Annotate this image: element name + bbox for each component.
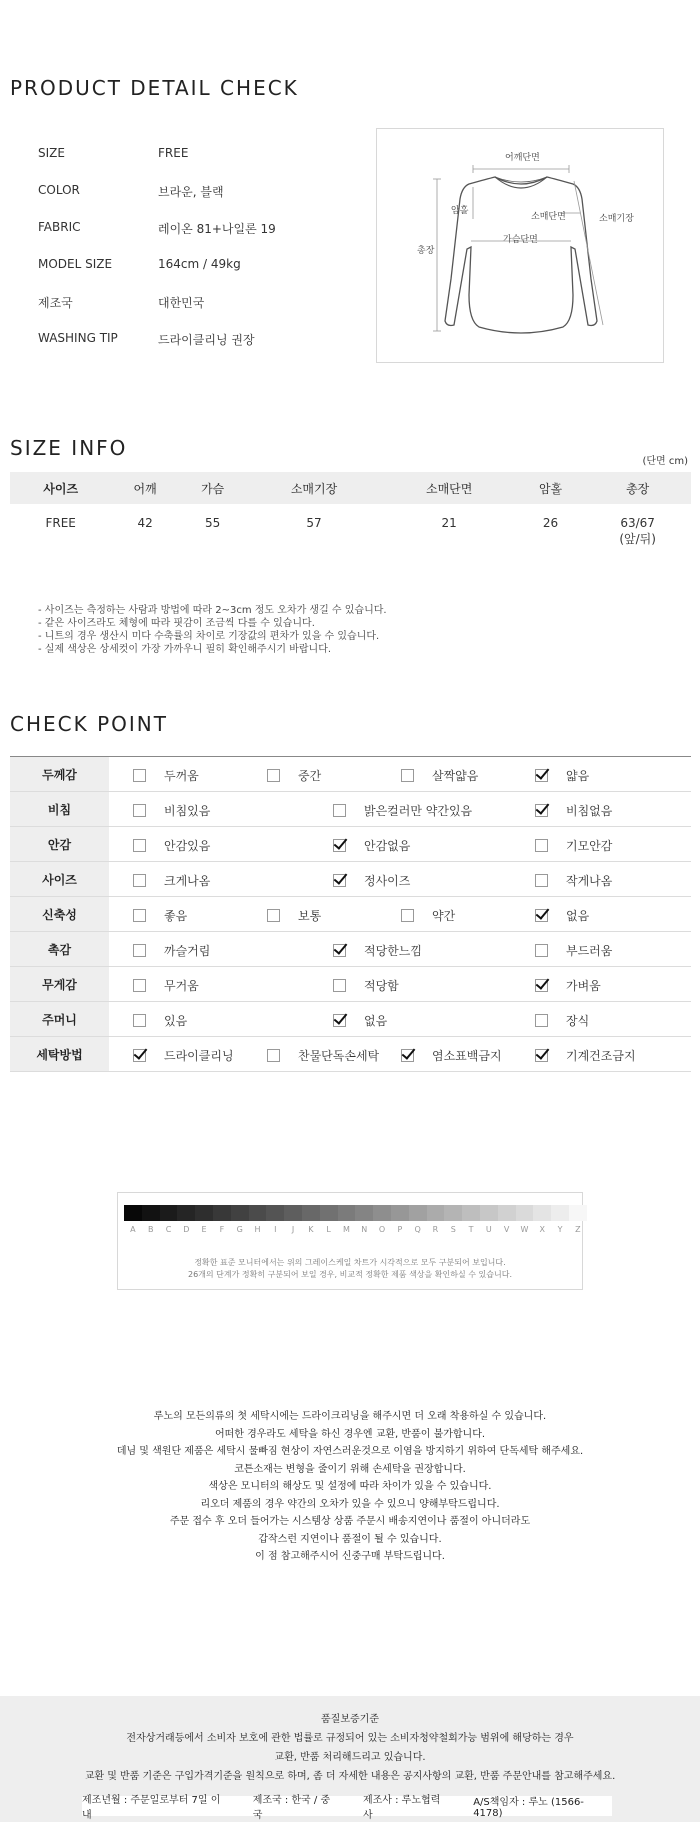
detail-row [38, 294, 204, 310]
detail-row [38, 183, 224, 199]
check-option-label: 염소표백금지 [432, 1049, 502, 1063]
check-option-label: 적당함 [364, 979, 399, 993]
check-option[interactable] [535, 837, 612, 854]
size-header-cell: 암홀 [517, 472, 585, 504]
footer-line: 전자상거래등에서 소비자 보호에 관한 법률로 규정되어 있는 소비자청약철회가능 범위에 해당하는 경우 [126, 1733, 574, 1744]
grayscale-swatch [266, 1205, 284, 1221]
size-diagram [376, 128, 664, 363]
grayscale-swatch [160, 1205, 178, 1221]
grayscale-letter: N [361, 1225, 368, 1234]
detail-key: MODEL SIZE [38, 257, 113, 271]
check-option-label: 작게나옴 [566, 874, 613, 888]
check-option[interactable] [333, 802, 472, 819]
check-option-label: 기계건조금지 [566, 1049, 636, 1063]
check-option[interactable] [267, 907, 321, 924]
grayscale-letter: S [450, 1225, 456, 1234]
grayscale-swatch [177, 1205, 195, 1221]
check-option-label: 부드러움 [566, 944, 613, 958]
check-options [109, 792, 691, 827]
grayscale-letter: I [274, 1225, 277, 1234]
size-header-cell: 사이즈 [10, 472, 111, 504]
check-row-label: 무게감 [10, 967, 109, 1002]
check-option[interactable] [401, 907, 455, 924]
check-option-label: 무거움 [164, 979, 199, 993]
footer-bar-item: 제조년월 : 주문일로부터 7일 이내 [82, 1795, 221, 1821]
grayscale-swatch [569, 1205, 587, 1221]
check-option-label: 없음 [364, 1014, 388, 1028]
detail-value: 164cm / 49kg [158, 257, 241, 271]
check-option-label: 없음 [566, 909, 590, 923]
check-point-title: CHECK POINT [10, 712, 168, 736]
size-cell-value: 55 [205, 516, 221, 530]
check-row [10, 1037, 691, 1072]
detail-row [38, 220, 276, 236]
check-options [109, 897, 691, 932]
diagram-label-chest: 가슴단면 [503, 235, 538, 245]
grayscale-letter: H [254, 1225, 261, 1234]
check-option-label: 비침없음 [566, 804, 613, 818]
check-row [10, 967, 691, 1002]
grayscale-letter: D [183, 1225, 190, 1234]
size-cell-value: 21 [441, 516, 457, 530]
size-cell-value: FREE [45, 516, 76, 530]
check-option[interactable] [535, 767, 589, 784]
check-row [10, 1002, 691, 1037]
checkbox-unchecked[interactable] [535, 944, 548, 957]
check-option-label: 안감있음 [164, 839, 211, 853]
care-line: 코튼소재는 변형을 줄이기 위해 손세탁을 권장합니다. [234, 1463, 466, 1475]
grayscale-letter: R [432, 1225, 439, 1234]
size-cell-value: 42 [137, 516, 153, 530]
size-table-body [10, 504, 691, 550]
grayscale-swatch [480, 1205, 498, 1221]
note-line: - 같은 사이즈라도 체형에 따라 핏감이 조금씩 다를 수 있습니다. [38, 618, 315, 629]
grayscale-letter: A [130, 1225, 136, 1234]
size-header-cell: 총장 [584, 472, 691, 504]
check-option[interactable] [133, 977, 199, 994]
check-option-label: 장식 [566, 1014, 590, 1028]
footer-bar-item: 제조국 : 한국 / 중국 [252, 1795, 331, 1821]
checkbox-checked[interactable] [535, 1049, 548, 1062]
size-cell [10, 504, 111, 550]
grayscale-swatch [498, 1205, 516, 1221]
check-row [10, 757, 691, 792]
check-options [109, 967, 691, 1002]
check-row [10, 827, 691, 862]
grayscale-letter: T [468, 1225, 474, 1234]
checkbox-unchecked[interactable] [333, 804, 346, 817]
grayscale-swatch [302, 1205, 320, 1221]
grayscale-swatch [373, 1205, 391, 1221]
detail-value: 대한민국 [158, 296, 205, 310]
detail-key: FABRIC [38, 220, 81, 234]
grayscale-letter: G [236, 1225, 243, 1234]
product-detail-title: PRODUCT DETAIL CHECK [10, 76, 299, 100]
grayscale-swatch [516, 1205, 534, 1221]
checkbox-unchecked[interactable] [333, 979, 346, 992]
checkbox-unchecked[interactable] [535, 839, 548, 852]
check-option[interactable] [133, 837, 210, 854]
grayscale-letter: J [291, 1225, 295, 1234]
check-row [10, 897, 691, 932]
checkbox-unchecked[interactable] [401, 769, 414, 782]
check-option-label: 약간 [432, 909, 456, 923]
check-option[interactable] [133, 767, 199, 784]
checkbox-checked[interactable] [333, 944, 346, 957]
care-line: 데님 및 색원단 제품은 세탁시 물빠짐 현상이 자연스러운것으로 이염을 방지하기 위하여 단독세탁 해주세요. [116, 1446, 584, 1457]
checkbox-unchecked[interactable] [535, 1014, 548, 1027]
check-option[interactable] [535, 942, 612, 959]
check-option[interactable] [267, 1047, 379, 1064]
size-unit-note: (단면 cm) [642, 456, 688, 467]
check-option[interactable] [133, 942, 210, 959]
check-row-label: 비침 [10, 792, 109, 827]
size-cell [584, 504, 691, 550]
size-header-cell: 소매단면 [382, 472, 517, 504]
checkbox-unchecked[interactable] [133, 874, 146, 887]
check-option[interactable] [333, 977, 399, 994]
grayscale-letter: E [201, 1225, 207, 1234]
check-option-label: 기모안감 [566, 839, 613, 853]
grayscale-letter: V [503, 1225, 510, 1234]
size-cell [179, 504, 247, 550]
check-option[interactable] [333, 1012, 387, 1029]
table-row [10, 504, 691, 550]
size-cell [111, 504, 179, 550]
check-option-label: 크게나옴 [164, 874, 211, 888]
check-option-label: 드라이클리닝 [164, 1049, 234, 1063]
footer-line: 교환, 반품 처리해드리고 있습니다. [274, 1752, 426, 1763]
checkbox-unchecked[interactable] [401, 909, 414, 922]
grayscale-swatch [409, 1205, 427, 1221]
grayscale-letter: Q [414, 1225, 421, 1234]
grayscale-swatch [444, 1205, 462, 1221]
footer-bar-item: 제조사 : 루노협력사 [362, 1795, 441, 1821]
check-option-label: 비침있음 [164, 804, 211, 818]
grayscale-swatch [213, 1205, 231, 1221]
check-row-label: 사이즈 [10, 862, 109, 897]
grayscale-letter: K [308, 1225, 314, 1234]
grayscale-caption-line-2: 26개의 단계가 정확히 구분되어 보일 경우, 비교적 정확한 제품 색상을 확인하실 수 있습니다. [188, 1270, 512, 1279]
check-row [10, 932, 691, 967]
check-option-label: 찬물단독손세탁 [298, 1049, 380, 1063]
checkbox-checked[interactable] [535, 769, 548, 782]
detail-value: 드라이클리닝 권장 [158, 333, 255, 347]
diagram-label-length: 총장 [417, 246, 435, 256]
check-option[interactable] [535, 1012, 589, 1029]
grayscale-swatch [249, 1205, 267, 1221]
size-header-cell: 소매기장 [246, 472, 381, 504]
grayscale-swatch [320, 1205, 338, 1221]
size-info-title: SIZE INFO [10, 436, 128, 460]
check-row-label: 두께감 [10, 757, 109, 792]
detail-row [38, 331, 255, 347]
check-option-label: 밝은컬러만 약간있음 [364, 804, 473, 818]
footer-info-bar [82, 1795, 612, 1821]
footer-text [0, 1729, 700, 1786]
checkbox-checked[interactable] [401, 1049, 414, 1062]
diagram-label-armhole: 암홀 [451, 206, 469, 216]
checkbox-unchecked[interactable] [133, 979, 146, 992]
detail-value: 브라운, 블랙 [158, 185, 224, 199]
check-option-label: 안감없음 [364, 839, 411, 853]
grayscale-letter: M [343, 1225, 350, 1234]
grayscale-swatch [355, 1205, 373, 1221]
grayscale-letters [124, 1225, 587, 1234]
checkbox-checked[interactable] [535, 979, 548, 992]
check-option[interactable] [133, 1012, 187, 1029]
check-option[interactable] [401, 767, 478, 784]
care-line: 어떠한 경우라도 세탁을 하신 경우엔 교환, 반품이 불가합니다. [214, 1428, 486, 1440]
checkbox-checked[interactable] [333, 1014, 346, 1027]
check-option-label: 가벼움 [566, 979, 601, 993]
grayscale-letter: F [219, 1225, 225, 1234]
check-option-label: 두꺼움 [164, 769, 199, 783]
size-cell-value: 57 [306, 516, 322, 530]
check-option-label: 있음 [164, 1014, 188, 1028]
checkbox-unchecked[interactable] [133, 769, 146, 782]
check-option[interactable] [133, 907, 187, 924]
grayscale-strip [124, 1205, 587, 1221]
grayscale-letter: P [397, 1225, 403, 1234]
grayscale-swatch [338, 1205, 356, 1221]
check-option[interactable] [133, 1047, 234, 1064]
checkbox-unchecked[interactable] [133, 944, 146, 957]
check-option-label: 적당한느낌 [364, 944, 422, 958]
check-option-label: 얇음 [566, 769, 590, 783]
detail-key: 제조국 [38, 296, 73, 310]
grayscale-caption [118, 1257, 582, 1281]
grayscale-swatch [533, 1205, 551, 1221]
size-header-cell: 어깨 [111, 472, 179, 504]
diagram-label-sleeve-length: 소매기장 [599, 214, 634, 224]
checkbox-unchecked[interactable] [133, 1014, 146, 1027]
care-line: 색상은 모니터의 해상도 및 설정에 따라 차이가 있을 수 있습니다. [208, 1481, 492, 1492]
check-point-table [10, 756, 691, 1072]
check-option-label: 좋음 [164, 909, 188, 923]
detail-value: FREE [158, 146, 189, 160]
check-option[interactable] [535, 907, 589, 924]
check-option-label: 중간 [298, 769, 322, 783]
footer-title: 품질보증기준 [321, 1714, 379, 1725]
check-option-label: 정사이즈 [364, 874, 411, 888]
check-options [109, 1037, 691, 1072]
checkbox-unchecked[interactable] [535, 874, 548, 887]
care-notice [0, 1408, 700, 1566]
check-row-label: 세탁방법 [10, 1037, 109, 1072]
grayscale-letter: X [539, 1225, 545, 1234]
check-option[interactable] [401, 1047, 502, 1064]
check-option[interactable] [133, 872, 210, 889]
size-cell-value: 26 [542, 516, 559, 530]
grayscale-letter: B [147, 1225, 154, 1234]
checkbox-unchecked[interactable] [133, 839, 146, 852]
care-line: 주문 접수 후 오더 들어가는 시스템상 상품 주문시 배송지연이나 품절이 아니더라도 [169, 1516, 531, 1527]
check-options [109, 827, 691, 862]
note-line: - 사이즈는 측정하는 사람과 방법에 따라 2~3cm 정도 오차가 생길 수 있습니다. [38, 605, 387, 616]
check-row-label: 신축성 [10, 897, 109, 932]
check-options [109, 1002, 691, 1037]
detail-value: 레이온 81+나일론 19 [158, 222, 276, 236]
size-cell [382, 504, 517, 550]
check-option[interactable] [333, 942, 422, 959]
check-row [10, 862, 691, 897]
check-option-label: 보통 [298, 909, 322, 923]
check-options [109, 862, 691, 897]
check-option[interactable] [333, 872, 410, 889]
length-note: (앞/뒤) [619, 532, 656, 546]
size-cell [246, 504, 381, 550]
care-line: 이 점 참고해주시어 신중구매 부탁드립니다. [255, 1551, 445, 1562]
footer-line: 교환 및 반품 기준은 구입가격기준을 원칙으로 하며, 좀 더 자세한 내용은 공지사항의 교환, 반품 주문안내를 참고해주세요. [84, 1771, 616, 1782]
check-option[interactable] [267, 767, 321, 784]
checkbox-unchecked[interactable] [133, 804, 146, 817]
grayscale-letter: L [326, 1225, 331, 1234]
check-option-label: 살짝얇음 [432, 769, 479, 783]
grayscale-swatch [142, 1205, 160, 1221]
check-option[interactable] [333, 837, 410, 854]
care-line: 리오더 제품의 경우 약간의 오차가 있을 수 있으니 양해부탁드립니다. [200, 1498, 500, 1510]
check-row-label: 촉감 [10, 932, 109, 967]
detail-row [38, 257, 241, 273]
grayscale-letter: W [520, 1225, 529, 1234]
grayscale-swatch [284, 1205, 302, 1221]
detail-key: COLOR [38, 183, 80, 197]
check-option[interactable] [535, 872, 612, 889]
checkbox-checked[interactable] [333, 839, 346, 852]
size-header-cell: 가슴 [179, 472, 247, 504]
checkbox-checked[interactable] [535, 804, 548, 817]
grayscale-letter: C [165, 1225, 172, 1234]
detail-key: WASHING TIP [38, 331, 118, 345]
detail-row [38, 146, 188, 162]
checkbox-unchecked[interactable] [267, 1049, 280, 1062]
check-options [109, 757, 691, 792]
grayscale-swatch [427, 1205, 445, 1221]
care-line: 루노의 모든의류의 첫 세탁시에는 드라이크리닝을 해주시면 더 오래 착용하실 수 있습니다. [153, 1411, 547, 1422]
checkbox-checked[interactable] [133, 1049, 146, 1062]
checkbox-unchecked[interactable] [267, 909, 280, 922]
check-option[interactable] [535, 802, 612, 819]
grayscale-swatch [551, 1205, 569, 1221]
grayscale-swatch [231, 1205, 249, 1221]
size-table [10, 472, 691, 550]
grayscale-caption-line-1: 정확한 표준 모니터에서는 위의 그레이스케일 차트가 시각적으로 모두 구분되어 보입니다. [194, 1258, 506, 1267]
checkbox-checked[interactable] [535, 909, 548, 922]
check-options [109, 932, 691, 967]
quality-footer [0, 1696, 700, 1822]
note-line: - 실제 색상은 상세컷이 가장 가까우니 필히 확인해주시기 바랍니다. [38, 644, 332, 655]
check-row-label: 안감 [10, 827, 109, 862]
grayscale-letter: O [378, 1225, 386, 1234]
note-line: - 니트의 경우 생산시 미다 수축률의 차이로 기장값의 편차가 있을 수 있습니다. [38, 631, 380, 642]
check-option[interactable] [535, 1047, 636, 1064]
size-cell-value: 63/67 [620, 516, 655, 530]
checkbox-checked[interactable] [333, 874, 346, 887]
grayscale-swatch [195, 1205, 213, 1221]
detail-key: SIZE [38, 146, 65, 160]
check-option[interactable] [535, 977, 601, 994]
check-option-label: 까슬거림 [164, 944, 211, 958]
diagram-label-sleeve-width: 소매단면 [531, 212, 566, 222]
care-line: 갑작스런 지연이나 품절이 될 수 있습니다. [258, 1533, 442, 1545]
diagram-label-shoulder: 어깨단면 [505, 153, 540, 163]
garment-diagram-illustration [377, 129, 665, 364]
grayscale-swatch [391, 1205, 409, 1221]
grayscale-swatch [124, 1205, 142, 1221]
grayscale-letter: Z [575, 1225, 581, 1234]
check-row [10, 792, 691, 827]
grayscale-letter: U [485, 1225, 492, 1234]
check-option[interactable] [133, 802, 210, 819]
footer-bar-item: A/S책임자 : 루노 (1566-4178) [473, 1797, 584, 1819]
grayscale-letter: Y [557, 1225, 563, 1234]
grayscale-swatch [462, 1205, 480, 1221]
size-cell [517, 504, 585, 550]
check-row-label: 주머니 [10, 1002, 109, 1037]
checkbox-unchecked[interactable] [133, 909, 146, 922]
size-notes [38, 604, 387, 656]
checkbox-unchecked[interactable] [267, 769, 280, 782]
size-table-header [10, 472, 691, 504]
grayscale-chart [117, 1192, 583, 1290]
